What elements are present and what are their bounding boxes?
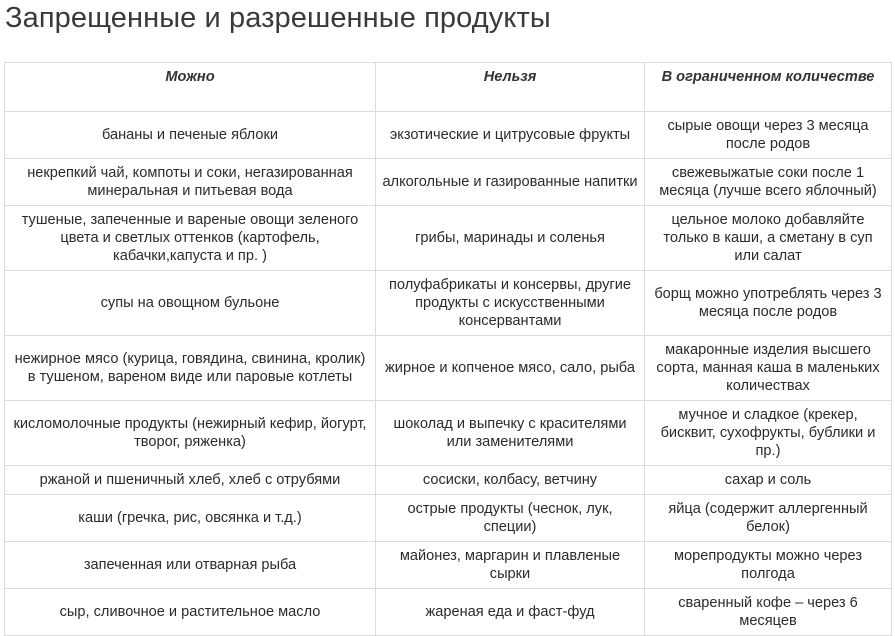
- cell-allowed: запеченная или отварная рыба: [5, 542, 376, 589]
- table-row: [5, 401, 892, 466]
- cell-allowed: каши (гречка, рис, овсянка и т.д.): [5, 495, 376, 542]
- cell-limited: свежевыжатые соки после 1 месяца (лучше всего яблочный): [645, 159, 892, 206]
- cell-limited: борщ можно употреблять через 3 месяца после родов: [645, 271, 892, 336]
- cell-allowed: некрепкий чай, компоты и соки, негазированная минеральная и питьевая вода: [5, 159, 376, 206]
- cell-limited: цельное молоко добавляйте только в каши, а сметану в суп или салат: [645, 206, 892, 271]
- header-forbidden: Нельзя: [376, 63, 645, 112]
- cell-allowed: супы на овощном бульоне: [5, 271, 376, 336]
- page-title: Запрещенные и разрешенные продукты: [5, 2, 551, 34]
- table-row: [5, 159, 892, 206]
- cell-limited: сваренный кофе – через 6 месяцев: [645, 589, 892, 636]
- cell-allowed: бананы и печеные яблоки: [5, 112, 376, 159]
- cell-allowed: тушеные, запеченные и вареные овощи зеленого цвета и светлых оттенков (картофель, кабачки,капуста и пр. ): [5, 206, 376, 271]
- cell-allowed: ржаной и пшеничный хлеб, хлеб с отрубями: [5, 466, 376, 495]
- header-limited: В ограниченном количестве: [645, 63, 892, 112]
- cell-forbidden: майонез, маргарин и плавленые сырки: [376, 542, 645, 589]
- cell-limited: яйца (содержит аллергенный белок): [645, 495, 892, 542]
- cell-forbidden: полуфабрикаты и консервы, другие продукты с искусственными консервантами: [376, 271, 645, 336]
- cell-forbidden: шоколад и выпечку с красителями или заменителями: [376, 401, 645, 466]
- table-row: [5, 112, 892, 159]
- cell-allowed: нежирное мясо (курица, говядина, свинина, кролик) в тушеном, вареном виде или паровые котлеты: [5, 336, 376, 401]
- header-allowed: Можно: [5, 63, 376, 112]
- table-row: [5, 589, 892, 636]
- cell-forbidden: жирное и копченое мясо, сало, рыба: [376, 336, 645, 401]
- table-row: [5, 206, 892, 271]
- table-row: [5, 466, 892, 495]
- cell-limited: морепродукты можно через полгода: [645, 542, 892, 589]
- table-row: [5, 271, 892, 336]
- cell-limited: сахар и соль: [645, 466, 892, 495]
- table-header-row: [5, 63, 892, 112]
- table-row: [5, 336, 892, 401]
- cell-forbidden: алкогольные и газированные напитки: [376, 159, 645, 206]
- cell-forbidden: жареная еда и фаст-фуд: [376, 589, 645, 636]
- table-row: [5, 495, 892, 542]
- cell-forbidden: острые продукты (чеснок, лук, специи): [376, 495, 645, 542]
- products-table: [4, 62, 892, 636]
- table-row: [5, 542, 892, 589]
- cell-forbidden: сосиски, колбасу, ветчину: [376, 466, 645, 495]
- cell-forbidden: грибы, маринады и соленья: [376, 206, 645, 271]
- cell-allowed: кисломолочные продукты (нежирный кефир, йогурт, творог, ряженка): [5, 401, 376, 466]
- cell-limited: макаронные изделия высшего сорта, манная каша в маленьких количествах: [645, 336, 892, 401]
- cell-limited: мучное и сладкое (крекер, бисквит, сухофрукты, бублики и пр.): [645, 401, 892, 466]
- cell-limited: сырые овощи через 3 месяца после родов: [645, 112, 892, 159]
- cell-allowed: сыр, сливочное и растительное масло: [5, 589, 376, 636]
- cell-forbidden: экзотические и цитрусовые фрукты: [376, 112, 645, 159]
